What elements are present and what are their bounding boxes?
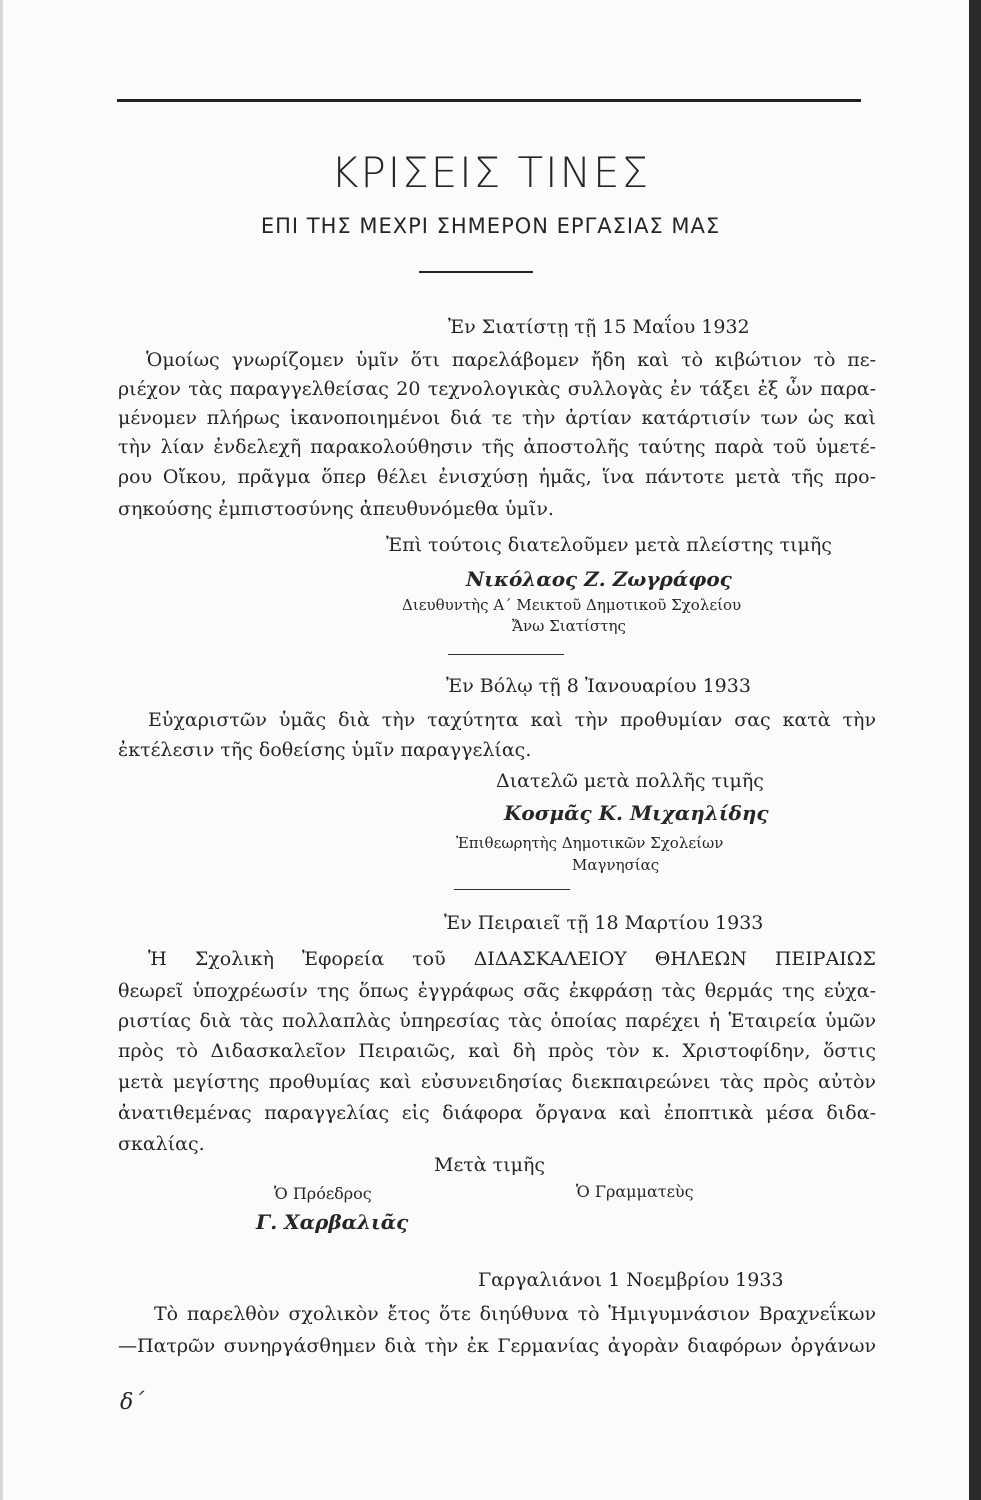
letter-3-left-role: Ὁ Πρόεδρος	[274, 1184, 372, 1203]
letter-3-closing: Μετὰ τιμῆς	[434, 1154, 546, 1176]
letter-3-line: μετὰ μεγίστης προθυμίας καὶ εὐσυνειδησίας διεκπαιρεώνει τὰς πρὸς αὐτὸν	[118, 1071, 876, 1093]
letter-1-signature: Νικόλαος Ζ. Ζωγράφος	[466, 567, 732, 591]
letter-3-line: σκαλίας.	[118, 1133, 205, 1155]
letter-3-line: ἀνατιθεμένας παραγγελίας εἰς διάφορα ὄργανα καὶ ἐποπτικὰ μέσα διδα-	[118, 1102, 876, 1124]
letter-1-line: σηκούσης ἐμπιστοσύνης ἀπευθυνόμεθα ὑμῖν.	[118, 498, 554, 520]
letter-1-line: μένομεν πλήρως ἱκανοποιημένοι διά τε τὴν ἀρτίαν κατάρτισίν των ὡς καὶ	[118, 407, 876, 429]
letter-1-line: ριέχον τὰς παραγγελθείσας 20 τεχνολογικὰς συλλογὰς ἐν τάξει ἐξ ὧν παρα-	[118, 378, 876, 400]
letter-2-place-date: Ἐν Βόλῳ τῇ 8 Ἰανουαρίου 1933	[446, 675, 751, 697]
letter-3-line: Ἡ Σχολικὴ Ἐφορεία τοῦ ΔΙΔΑΣΚΑΛΕΙΟΥ ΘΗΛΕΩΝ ΠΕΙΡΑΙΩΣ	[148, 948, 876, 970]
letter-2-closing: Διατελῶ μετὰ πολλῆς τιμῆς	[496, 770, 764, 792]
page-subtitle: ΕΠΙ ΤΗΣ ΜΕΧΡΙ ΣΗΜΕΡΟΝ ΕΡΓΑΣΙΑΣ ΜΑΣ	[260, 214, 721, 238]
separator-rule	[448, 654, 564, 655]
letter-2-signature: Κοσμᾶς Κ. Μιχαηλίδης	[504, 801, 769, 825]
letter-2-line: ἐκτέλεσιν τῆς δοθείσης ὑμῖν παραγγελίας.	[118, 739, 532, 761]
letter-1-place-date: Ἐν Σιατίστῃ τῇ 15 Μαΐου 1932	[448, 316, 750, 338]
letter-2-role: Μαγνησίας	[572, 856, 660, 874]
letter-3-signature: Γ. Χαρβαλιᾶς	[256, 1210, 409, 1234]
letter-1-line: ρου Οἴκου, πρᾶγμα ὅπερ θέλει ἐνισχύσῃ ἡμᾶς, ἵνα πάντοτε μετὰ τῆς προ-	[118, 466, 876, 488]
letter-1-role: Ἄνω Σιατίστης	[512, 617, 626, 635]
letter-1-line: τὴν λίαν ἐνδελεχῆ παρακολούθησιν τῆς ἀποστολῆς ταύτης παρὰ τοῦ ὑμετέ-	[118, 436, 876, 458]
letter-4-place-date: Γαργαλιάνοι 1 Νοεμβρίου 1933	[478, 1269, 784, 1291]
letter-1-closing: Ἐπὶ τούτοις διατελοῦμεν μετὰ πλείστης τιμῆς	[386, 534, 832, 556]
letter-1-line: Ὁμοίως γνωρίζομεν ὑμῖν ὅτι παρελάβομεν ἤδη καὶ τὸ κιβώτιον τὸ πε-	[146, 349, 876, 371]
letter-4-line: Τὸ παρελθὸν σχολικὸν ἔτος ὅτε διηύθυνα τὸ Ἡμιγυμνάσιον Βραχνεΐκων	[154, 1303, 876, 1325]
letter-4-line: —Πατρῶν συνηργάσθημεν διὰ τὴν ἐκ Γερμανίας ἀγορὰν διαφόρων ὀργάνων	[118, 1335, 876, 1357]
letter-3-line: θεωρεῖ ὑποχρέωσίν της ὅπως ἐγγράφως σᾶς ἐκφράσῃ τὰς θερμάς της εὐχα-	[118, 980, 876, 1002]
page-title: ΚΡΙΣΕΙΣ ΤΙΝΕΣ	[330, 148, 651, 197]
letter-3-line: ριστίας διὰ τὰς πολλαπλὰς ὑπηρεσίας τὰς ὁποίας παρέχει ἡ Ἑταιρεία ὑμῶν	[118, 1010, 876, 1032]
title-rule	[419, 271, 533, 273]
letter-2-line: Εὐχαριστῶν ὑμᾶς διὰ τὴν ταχύτητα καὶ τὴν προθυμίαν σας κατὰ τὴν	[148, 709, 876, 731]
letter-3-place-date: Ἐν Πειραιεῖ τῇ 18 Μαρτίου 1933	[444, 912, 764, 934]
separator-rule	[454, 889, 570, 890]
top-rule	[117, 99, 861, 102]
letter-2-role: Ἐπιθεωρητὴς Δημοτικῶν Σχολείων	[456, 834, 724, 852]
letter-3-right-role: Ὁ Γραμματεὺς	[576, 1182, 694, 1201]
letter-1-role: Διευθυντὴς Α΄ Μεικτοῦ Δημοτικοῦ Σχολείου	[402, 596, 742, 614]
page-number: δ΄	[120, 1390, 145, 1415]
letter-3-line: πρὸς τὸ Διδασκαλεῖον Πειραιῶς, καὶ δὴ πρὸς τὸν κ. Χριστοφίδην, ὅστις	[118, 1040, 876, 1062]
